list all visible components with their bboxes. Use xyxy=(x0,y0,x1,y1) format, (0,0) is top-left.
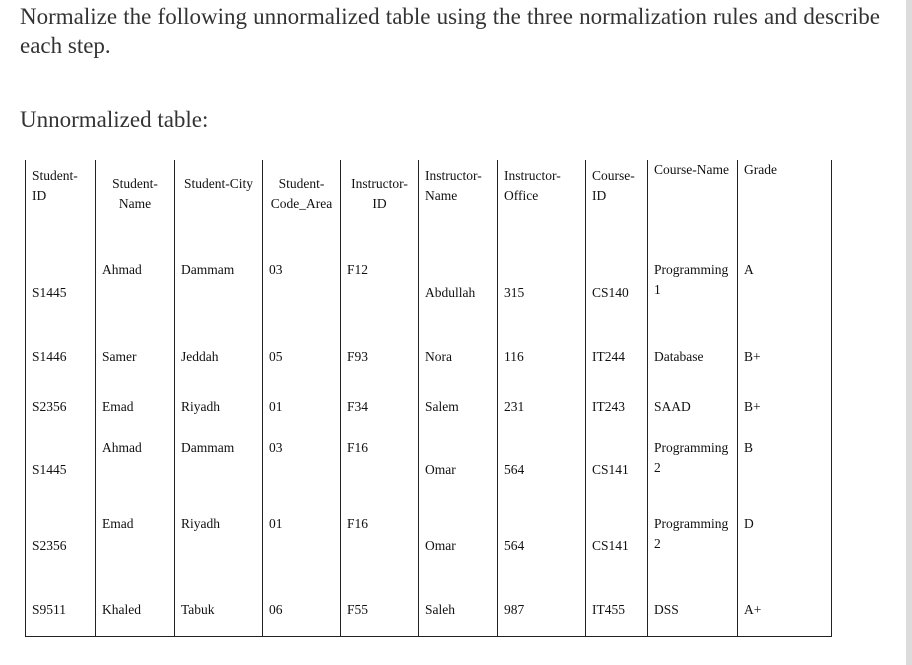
header-student-city: Student-City xyxy=(175,160,263,254)
header-course-name: Course-Name xyxy=(648,160,738,254)
cell-course-name: Programming 2 xyxy=(648,432,738,508)
cell-student-name: Samer xyxy=(96,332,175,382)
cell-instructor-name: Omar xyxy=(419,508,498,584)
cell-course-name: DSS xyxy=(648,584,738,637)
header-instructor-office: Instructor- Office xyxy=(498,160,586,254)
cell-student-name: Emad xyxy=(96,382,175,432)
cell-instructor-id: F16 xyxy=(341,432,419,508)
header-course-id: Course- ID xyxy=(586,160,648,254)
cell-grade: B xyxy=(738,432,832,508)
cell-course-id: CS141 xyxy=(586,432,648,508)
table-caption: Unnormalized table: xyxy=(20,107,209,132)
cell-student-city: Dammam xyxy=(175,254,263,332)
cell-course-name: Programming 1 xyxy=(648,254,738,332)
cell-instructor-office: 987 xyxy=(498,584,586,637)
cell-student-city: Riyadh xyxy=(175,508,263,584)
cell-instructor-id: F93 xyxy=(341,332,419,382)
cell-instructor-id: F16 xyxy=(341,508,419,584)
cell-code-area: 03 xyxy=(263,432,341,508)
cell-course-name: SAAD xyxy=(648,382,738,432)
cell-student-name: Ahmad xyxy=(96,254,175,332)
cell-student-id: S1445 xyxy=(26,432,96,508)
cell-course-id: IT455 xyxy=(586,584,648,637)
unnormalized-table xyxy=(25,160,832,637)
cell-code-area: 05 xyxy=(263,332,341,382)
cell-student-name: Emad xyxy=(96,508,175,584)
cell-grade: A xyxy=(738,254,832,332)
header-student-name: Student- Name xyxy=(96,160,175,254)
table-row xyxy=(26,254,832,332)
cell-instructor-office: 116 xyxy=(498,332,586,382)
cell-student-city: Jeddah xyxy=(175,332,263,382)
cell-instructor-name: Omar xyxy=(419,432,498,508)
cell-student-name: Khaled xyxy=(96,584,175,637)
cell-instructor-id: F12 xyxy=(341,254,419,332)
table-row xyxy=(26,584,832,637)
cell-course-id: IT244 xyxy=(586,332,648,382)
cell-course-name: Database xyxy=(648,332,738,382)
cell-instructor-name: Nora xyxy=(419,332,498,382)
header-student-id: Student- ID xyxy=(26,160,96,254)
vertical-scrollbar[interactable] xyxy=(906,0,912,665)
instruction-text: Normalize the following unnormalized table using the three normalization rules and describe each step. xyxy=(20,4,880,58)
cell-student-id: S1445 xyxy=(26,254,96,332)
cell-instructor-office: 564 xyxy=(498,432,586,508)
cell-instructor-name: Abdullah xyxy=(419,254,498,332)
cell-course-id: CS141 xyxy=(586,508,648,584)
cell-instructor-name: Saleh xyxy=(419,584,498,637)
cell-instructor-office: 315 xyxy=(498,254,586,332)
cell-course-id: CS140 xyxy=(586,254,648,332)
cell-grade: B+ xyxy=(738,382,832,432)
cell-code-area: 03 xyxy=(263,254,341,332)
cell-code-area: 01 xyxy=(263,382,341,432)
cell-student-city: Dammam xyxy=(175,432,263,508)
table-row xyxy=(26,332,832,382)
cell-student-city: Riyadh xyxy=(175,382,263,432)
cell-student-id: S2356 xyxy=(26,508,96,584)
cell-instructor-office: 564 xyxy=(498,508,586,584)
table-row xyxy=(26,382,832,432)
cell-student-id: S2356 xyxy=(26,382,96,432)
cell-student-id: S9511 xyxy=(26,584,96,637)
cell-instructor-office: 231 xyxy=(498,382,586,432)
cell-grade: D xyxy=(738,508,832,584)
table-header-row xyxy=(26,160,832,254)
cell-course-name: Programming 2 xyxy=(648,508,738,584)
table-row xyxy=(26,508,832,584)
cell-student-id: S1446 xyxy=(26,332,96,382)
header-instructor-name: Instructor- Name xyxy=(419,160,498,254)
cell-grade: B+ xyxy=(738,332,832,382)
cell-course-id: IT243 xyxy=(586,382,648,432)
cell-instructor-name: Salem xyxy=(419,382,498,432)
cell-code-area: 06 xyxy=(263,584,341,637)
cell-student-name: Ahmad xyxy=(96,432,175,508)
header-instructor-id: Instructor- ID xyxy=(341,160,419,254)
cell-code-area: 01 xyxy=(263,508,341,584)
cell-instructor-id: F55 xyxy=(341,584,419,637)
table-row xyxy=(26,432,832,508)
cell-student-city: Tabuk xyxy=(175,584,263,637)
header-grade: Grade xyxy=(738,160,832,254)
header-student-code-area: Student- Code_Area xyxy=(263,160,341,254)
cell-grade: A+ xyxy=(738,584,832,637)
cell-instructor-id: F34 xyxy=(341,382,419,432)
